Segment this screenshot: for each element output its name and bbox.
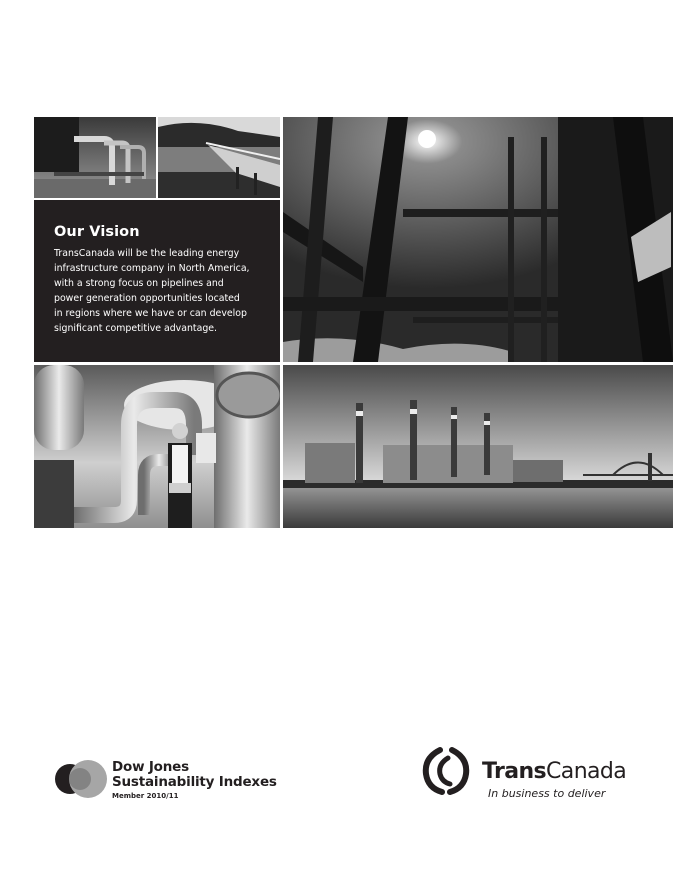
djsi-name-line1: Dow Jones: [112, 759, 189, 775]
river-dock-photo: [158, 117, 280, 198]
vision-panel: [34, 200, 280, 362]
djsi-logo: [54, 758, 284, 800]
pipeline-facility-photo: [34, 117, 156, 198]
tower-structure-photo: [283, 117, 673, 362]
transcanada-tagline: In business to deliver: [488, 787, 606, 800]
djsi-circles-icon: [54, 759, 110, 799]
transcanada-emblem-icon: [422, 746, 472, 796]
wordmark-trans: Trans: [482, 759, 547, 784]
transcanada-wordmark: [482, 759, 626, 784]
vision-title: Our Vision: [54, 224, 140, 240]
djsi-membership: Member 2010/11: [112, 792, 179, 800]
worker-pipes-photo: [34, 365, 280, 528]
wordmark-canada: Canada: [546, 759, 627, 784]
djsi-name-line2: Sustainability Indexes: [112, 774, 277, 790]
power-plant-photo: [283, 365, 673, 528]
transcanada-logo: [422, 746, 652, 806]
vision-statement: TransCanada will be the leading energy infrastructure company in North America, with a strong focus on pipelines and power generation opportunities located in regions where we have or can develop significant competitive advantage.: [54, 248, 250, 334]
